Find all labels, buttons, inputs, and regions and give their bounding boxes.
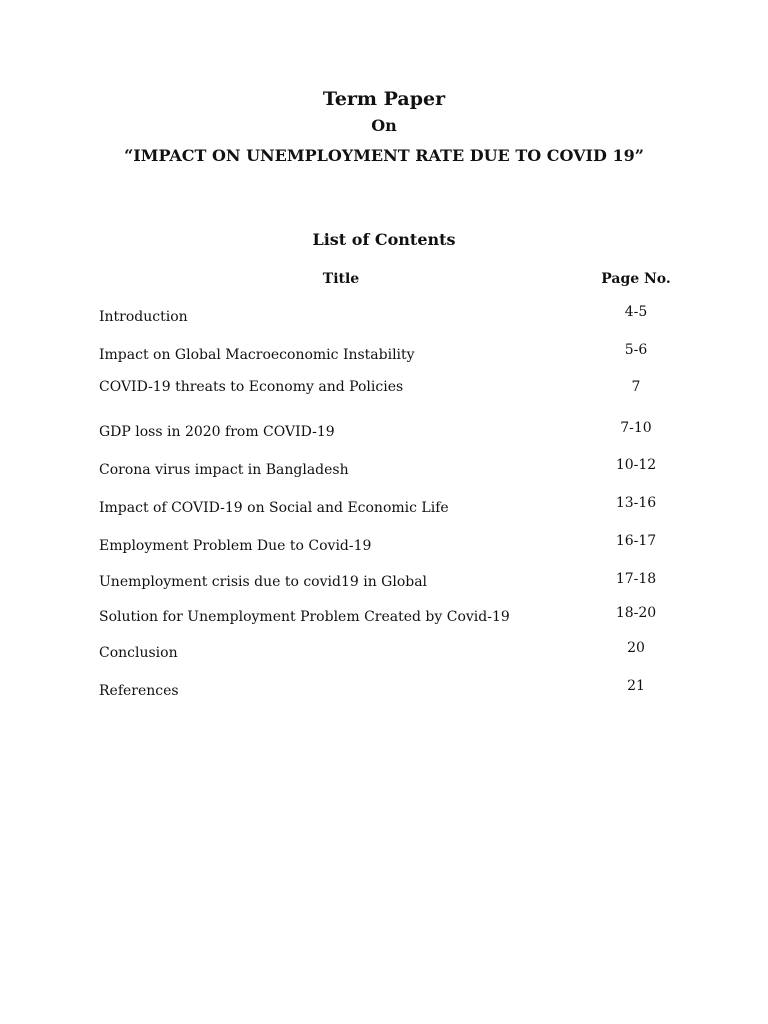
toc-entry: COVID-19 threats to Economy and Policies — [99, 379, 404, 395]
toc-row — [0, 678, 768, 707]
toc-row — [0, 457, 768, 486]
toc-page: 5-6 — [624, 342, 648, 358]
toc-page: 7-10 — [620, 420, 652, 436]
document-subject: “IMPACT ON UNEMPLOYMENT RATE DUE TO COVID 19” — [124, 146, 644, 165]
toc-row — [0, 342, 768, 371]
toc-page: 7 — [631, 379, 641, 395]
toc-heading: List of Contents — [312, 230, 456, 249]
toc-page: 17-18 — [615, 571, 657, 587]
toc-entry: References — [99, 683, 179, 699]
toc-entry: Corona virus impact in Bangladesh — [99, 462, 349, 478]
toc-column-title: Title — [322, 271, 360, 287]
toc-row — [0, 420, 768, 448]
toc-entry: Unemployment crisis due to covid19 in Global — [99, 574, 428, 590]
toc-row — [0, 640, 768, 669]
toc-row — [0, 605, 768, 633]
toc-row — [0, 533, 768, 562]
toc-entry: Solution for Unemployment Problem Created by Covid-19 — [99, 609, 510, 625]
toc-page: 13-16 — [615, 495, 657, 511]
toc-row — [0, 571, 768, 598]
toc-page: 18-20 — [615, 605, 657, 621]
toc-entry: Introduction — [99, 309, 188, 325]
toc-entry: Impact on Global Macroeconomic Instability — [99, 347, 415, 363]
document-on: On — [371, 116, 397, 135]
toc-entry: Employment Problem Due to Covid-19 — [99, 538, 372, 554]
toc-column-page: Page No. — [601, 271, 671, 287]
toc-page: 20 — [627, 640, 645, 656]
toc-page: 21 — [627, 678, 645, 694]
toc-page: 10-12 — [615, 457, 657, 473]
toc-row — [0, 304, 768, 333]
toc-entry: GDP loss in 2020 from COVID-19 — [99, 424, 335, 440]
toc-entry: Impact of COVID-19 on Social and Economic Life — [99, 500, 449, 516]
document-title: Term Paper — [322, 88, 446, 110]
toc-row — [0, 495, 768, 524]
toc-row — [0, 379, 768, 403]
toc-page: 16-17 — [615, 533, 657, 549]
toc-entry: Conclusion — [99, 645, 178, 661]
toc-page: 4-5 — [624, 304, 648, 320]
